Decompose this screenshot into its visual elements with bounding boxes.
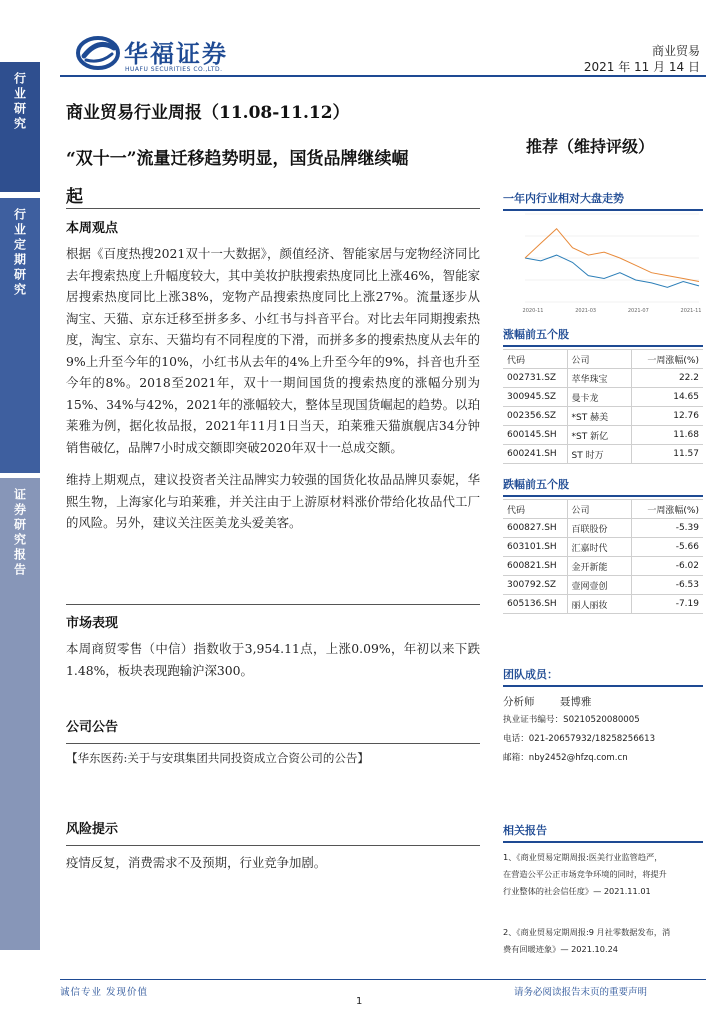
losers-heading: 跌幅前五个股 [503, 476, 703, 497]
table-row: 300792.SZ 壹网壹创 -6.53 [503, 576, 703, 595]
announcement-section [66, 716, 480, 766]
footer-divider [60, 979, 706, 980]
analyst-row [503, 694, 703, 709]
chart-x-tick-label: 2020-11 [522, 308, 544, 314]
analyst-name: 聂博雅 [559, 696, 592, 708]
header-code: 代码 [503, 500, 567, 519]
announcement-heading: 公司公告 [66, 720, 119, 735]
header-change: 一周涨幅(%) [631, 350, 703, 369]
viewpoint-paragraph-1: 根据《百度热搜2021双十一大数据》，颜值经济、智能家居与宠物经济同比去年搜索热度上升幅度较大，其中美妆护肤搜索热度同比上涨46%，智能家居搜索热度同比上涨38%，宠物产品搜索热度同比上涨27%。流量逐步从淘宝、天猫、京东迁移至拼多多、小红书与抖音平台。对比去年同期搜索热度，淘宝、京东、天猫均有不同程度的下滑，而拼多多的搜索热度从去年的9%上升至今年的10%，小红书从去年的4%上升至今年的9%，抖音也升至今年的8%。2018至2021年，双十一期间国货的搜索热度的涨幅分别为15%、34%与42%，2021年的涨幅较大，整体呈现国货崛起的趋势。以珀莱雅为例，据化妆品报，2021年11月1日当天，珀莱雅天猫旗舰店34分钟销售破亿，品牌7小时成交额即突破2020年双十一总成交额。 [66, 246, 480, 455]
header-divider [60, 75, 706, 77]
related-heading: 相关报告 [503, 822, 703, 843]
announcement-item: 【华东医药:关于与安琪集团共同投资成立合资公司的公告】 [66, 751, 369, 765]
team-section [503, 666, 703, 766]
chart-x-tick-label: 2021-03 [575, 308, 597, 314]
header-code: 代码 [503, 350, 567, 369]
related-report-1[interactable]: 1、《商业贸易定期周报:医美行业监管趋严， 在营造公平公正市场竞争环境的同时，将提升 行业整体的社会信任度》— 2021.11.01 [503, 852, 667, 896]
brand-english-name: HUAFU SECURITIES CO.,LTD. [125, 66, 223, 73]
report-headline: “双十一”流量迁移趋势明显，国货品牌继续崛 起 [66, 149, 409, 207]
chart-x-tick-label: 2021-11 [680, 308, 702, 314]
gainers-table [503, 349, 703, 464]
page-number: 1 [356, 996, 363, 1007]
header-category: 商业贸易 [651, 44, 700, 58]
table-row: 002731.SZ 萃华珠宝 22.2 [503, 369, 703, 388]
footer-slogan: 诚信专业 发现价值 [60, 987, 149, 998]
table-row: 600827.SH 百联股份 -5.39 [503, 519, 703, 538]
header-change: 一周涨幅(%) [631, 500, 703, 519]
related-report-2[interactable]: 2、《商业贸易定期周报:9 月社零数据发布，消 费有回暖迹象》— 2021.10.24 [503, 927, 671, 954]
section-divider [66, 845, 480, 846]
risk-heading: 风险提示 [66, 822, 119, 837]
risk-paragraph: 疫情反复，消费需求不及预期，行业竞争加剧。 [66, 855, 327, 870]
table-row: 300945.SZ 曼卡龙 14.65 [503, 388, 703, 407]
market-paragraph: 本周商贸零售（中信）指数收于3,954.11点，上涨0.09%，年初以来下跌1.48%，板块表现跑输沪深300。 [66, 641, 480, 678]
chart-grid [525, 214, 699, 302]
related-reports-section [503, 822, 703, 958]
table-row: 002356.SZ *ST 赫美 12.76 [503, 407, 703, 426]
analyst-license: 执业证书编号：S0210520080005 [503, 715, 640, 725]
sidebar-tag-periodic-research: 行业定期研究 [0, 198, 40, 473]
industry-trend-chart [503, 206, 703, 322]
chart-heading: 一年内行业相对大盘走势 [503, 190, 703, 211]
analyst-phone: 电话：021-20657932/18258256613 [503, 734, 656, 744]
table-row: 600241.SH ST 时万 11.57 [503, 445, 703, 464]
chart-x-tick-label: 2021-07 [627, 308, 649, 314]
losers-table [503, 499, 703, 614]
market-heading: 市场表现 [66, 616, 119, 631]
table-row: 605136.SH 丽人丽妆 -7.19 [503, 595, 703, 614]
analyst-email: 邮箱：nby2452@hfzq.com.cn [503, 753, 628, 763]
market-section [66, 604, 480, 681]
chart-series-line [525, 255, 699, 287]
gainers-heading: 涨幅前五个股 [503, 326, 703, 347]
brand-name: 华福证券 [124, 39, 228, 68]
report-title: 商业贸易行业周报（11.08-11.12） [66, 103, 350, 123]
rating: 推荐（维持评级） [526, 137, 655, 156]
team-heading: 团队成员： [503, 666, 703, 687]
analyst-label: 分析师 [503, 696, 535, 708]
table-header-row [503, 350, 703, 369]
section-divider [66, 743, 480, 744]
footer-disclaimer: 请务必阅读报告末页的重要声明 [514, 987, 648, 998]
section-divider [66, 208, 480, 209]
viewpoint-heading: 本周观点 [66, 221, 119, 236]
header-company: 公司 [567, 350, 631, 369]
table-row: 600145.SH *ST 新亿 11.68 [503, 426, 703, 445]
left-sidebar [0, 0, 40, 1024]
table-header-row [503, 500, 703, 519]
chart-x-ticks [523, 308, 702, 314]
viewpoint-section [66, 208, 480, 534]
table-row: 603101.SH 汇嘉时代 -5.66 [503, 538, 703, 557]
table-row: 600821.SH 金开新能 -6.02 [503, 557, 703, 576]
sidebar-tag-securities-report: 证券研究报告 [0, 478, 40, 950]
gainers-section [503, 326, 703, 464]
header-company: 公司 [567, 500, 631, 519]
header-date: 2021 年 11 月 14 日 [583, 60, 700, 74]
huafu-logo-icon [76, 34, 120, 72]
chart-series-line [525, 229, 699, 282]
risk-section [66, 818, 480, 874]
losers-section [503, 476, 703, 614]
sidebar-tag-industry-research: 行业研究 [0, 62, 40, 192]
viewpoint-paragraph-2: 维持上期观点，建议投资者关注品牌实力较强的国货化妆品品牌贝泰妮，华熙生物，上海家化与珀莱雅，并关注由于上游原材料涨价带给化妆品代工厂的风险。另外，建议关注医美龙头爱美客。 [66, 472, 480, 530]
section-divider [66, 604, 480, 605]
